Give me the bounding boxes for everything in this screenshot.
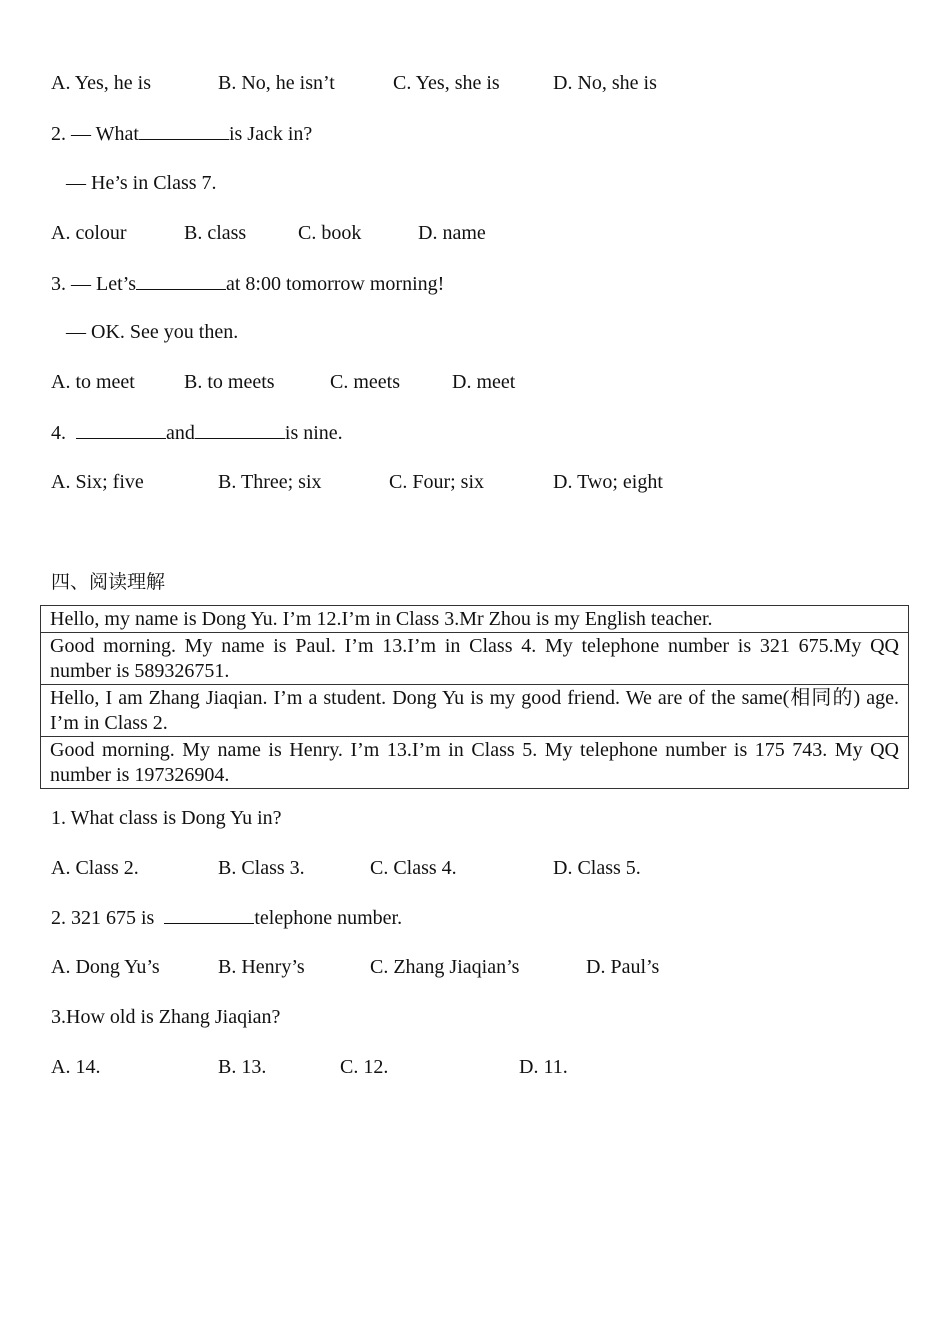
reading-passages-table	[40, 605, 909, 789]
answer-blank	[195, 420, 285, 439]
q1-option-b: B. No, he isn’t	[218, 72, 335, 94]
reading-q2-stem	[51, 905, 402, 930]
reading-q2-option-a: A. Dong Yu’s	[51, 956, 160, 978]
q4-number: 4.	[51, 422, 66, 444]
q3-stem	[51, 271, 444, 296]
q4-option-a: A. Six; five	[51, 471, 144, 493]
reading-q3-option-b: B. 13.	[218, 1056, 267, 1078]
q2-stem-post: is Jack in?	[228, 123, 313, 145]
q1-option-c: C. Yes, she is	[393, 72, 500, 94]
reading-q3-option-c: C. 12.	[340, 1056, 389, 1078]
q3-option-b: B. to meets	[184, 371, 275, 393]
q2-option-c: C. book	[298, 222, 362, 244]
q2-stem-pre: 2. — What	[51, 123, 139, 145]
q4-stem-mid: and	[166, 422, 195, 444]
reading-q2-stem-pre: 2. 321 675 is	[51, 907, 155, 929]
q4-option-b: B. Three; six	[218, 471, 322, 493]
q2-stem	[51, 121, 312, 146]
q4-option-d: D. Two; eight	[553, 471, 663, 493]
q4-option-c: C. Four; six	[389, 471, 485, 493]
q3-option-d: D. meet	[452, 371, 516, 393]
answer-blank	[136, 271, 226, 290]
q2-option-b: B. class	[184, 222, 247, 244]
reading-q1-option-b: B. Class 3.	[218, 857, 305, 879]
q3-stem-post: at 8:00 tomorrow morning!	[226, 273, 445, 295]
reading-q2-option-c: C. Zhang Jiaqian’s	[370, 956, 520, 978]
reading-q1-stem: 1. What class is Dong Yu in?	[51, 807, 282, 829]
answer-blank	[164, 905, 254, 924]
passage-paul: Good morning. My name is Paul. I’m 13.I’m in Class 4. My telephone number is 321 675.My QQ number is 589326751.	[41, 633, 909, 685]
reading-q1-option-a: A. Class 2.	[51, 857, 139, 879]
reading-q2-option-d: D. Paul’s	[586, 956, 660, 978]
q4-stem	[51, 420, 343, 445]
q4-stem-post: is nine.	[284, 422, 343, 444]
q1-option-a: A. Yes, he is	[51, 72, 152, 94]
table-row	[41, 737, 909, 789]
q2-option-d: D. name	[418, 222, 486, 244]
q3-stem-pre: 3. — Let’s	[51, 273, 136, 295]
reading-q2-option-b: B. Henry’s	[218, 956, 305, 978]
passage-zhang-jiaqian: Hello, I am Zhang Jiaqian. I’m a student. Dong Yu is my good friend. We are of the same(相同的) age. I’m in Class 2.	[41, 685, 909, 737]
reading-q3-stem: 3.How old is Zhang Jiaqian?	[51, 1006, 281, 1028]
q2-option-a: A. colour	[51, 222, 127, 244]
answer-blank	[139, 121, 229, 140]
table-row	[41, 633, 909, 685]
q3-answer-line: — OK. See you then.	[66, 321, 239, 343]
q2-answer-line: — He’s in Class 7.	[66, 172, 217, 194]
reading-q2-stem-post: telephone number.	[254, 907, 403, 929]
passage-dong-yu: Hello, my name is Dong Yu. I’m 12.I’m in Class 3.Mr Zhou is my English teacher.	[41, 606, 909, 633]
section-heading: 四、阅读理解	[51, 571, 166, 593]
table-row	[41, 685, 909, 737]
q3-option-c: C. meets	[330, 371, 400, 393]
q3-option-a: A. to meet	[51, 371, 135, 393]
passage-henry: Good morning. My name is Henry. I’m 13.I’m in Class 5. My telephone number is 175 743. My QQ number is 197326904.	[41, 737, 909, 789]
table-row	[41, 606, 909, 633]
reading-q3-option-d: D. 11.	[519, 1056, 568, 1078]
reading-q1-option-c: C. Class 4.	[370, 857, 457, 879]
answer-blank	[76, 420, 166, 439]
q1-option-d: D. No, she is	[553, 72, 657, 94]
reading-q1-option-d: D. Class 5.	[553, 857, 641, 879]
reading-q3-option-a: A. 14.	[51, 1056, 101, 1078]
